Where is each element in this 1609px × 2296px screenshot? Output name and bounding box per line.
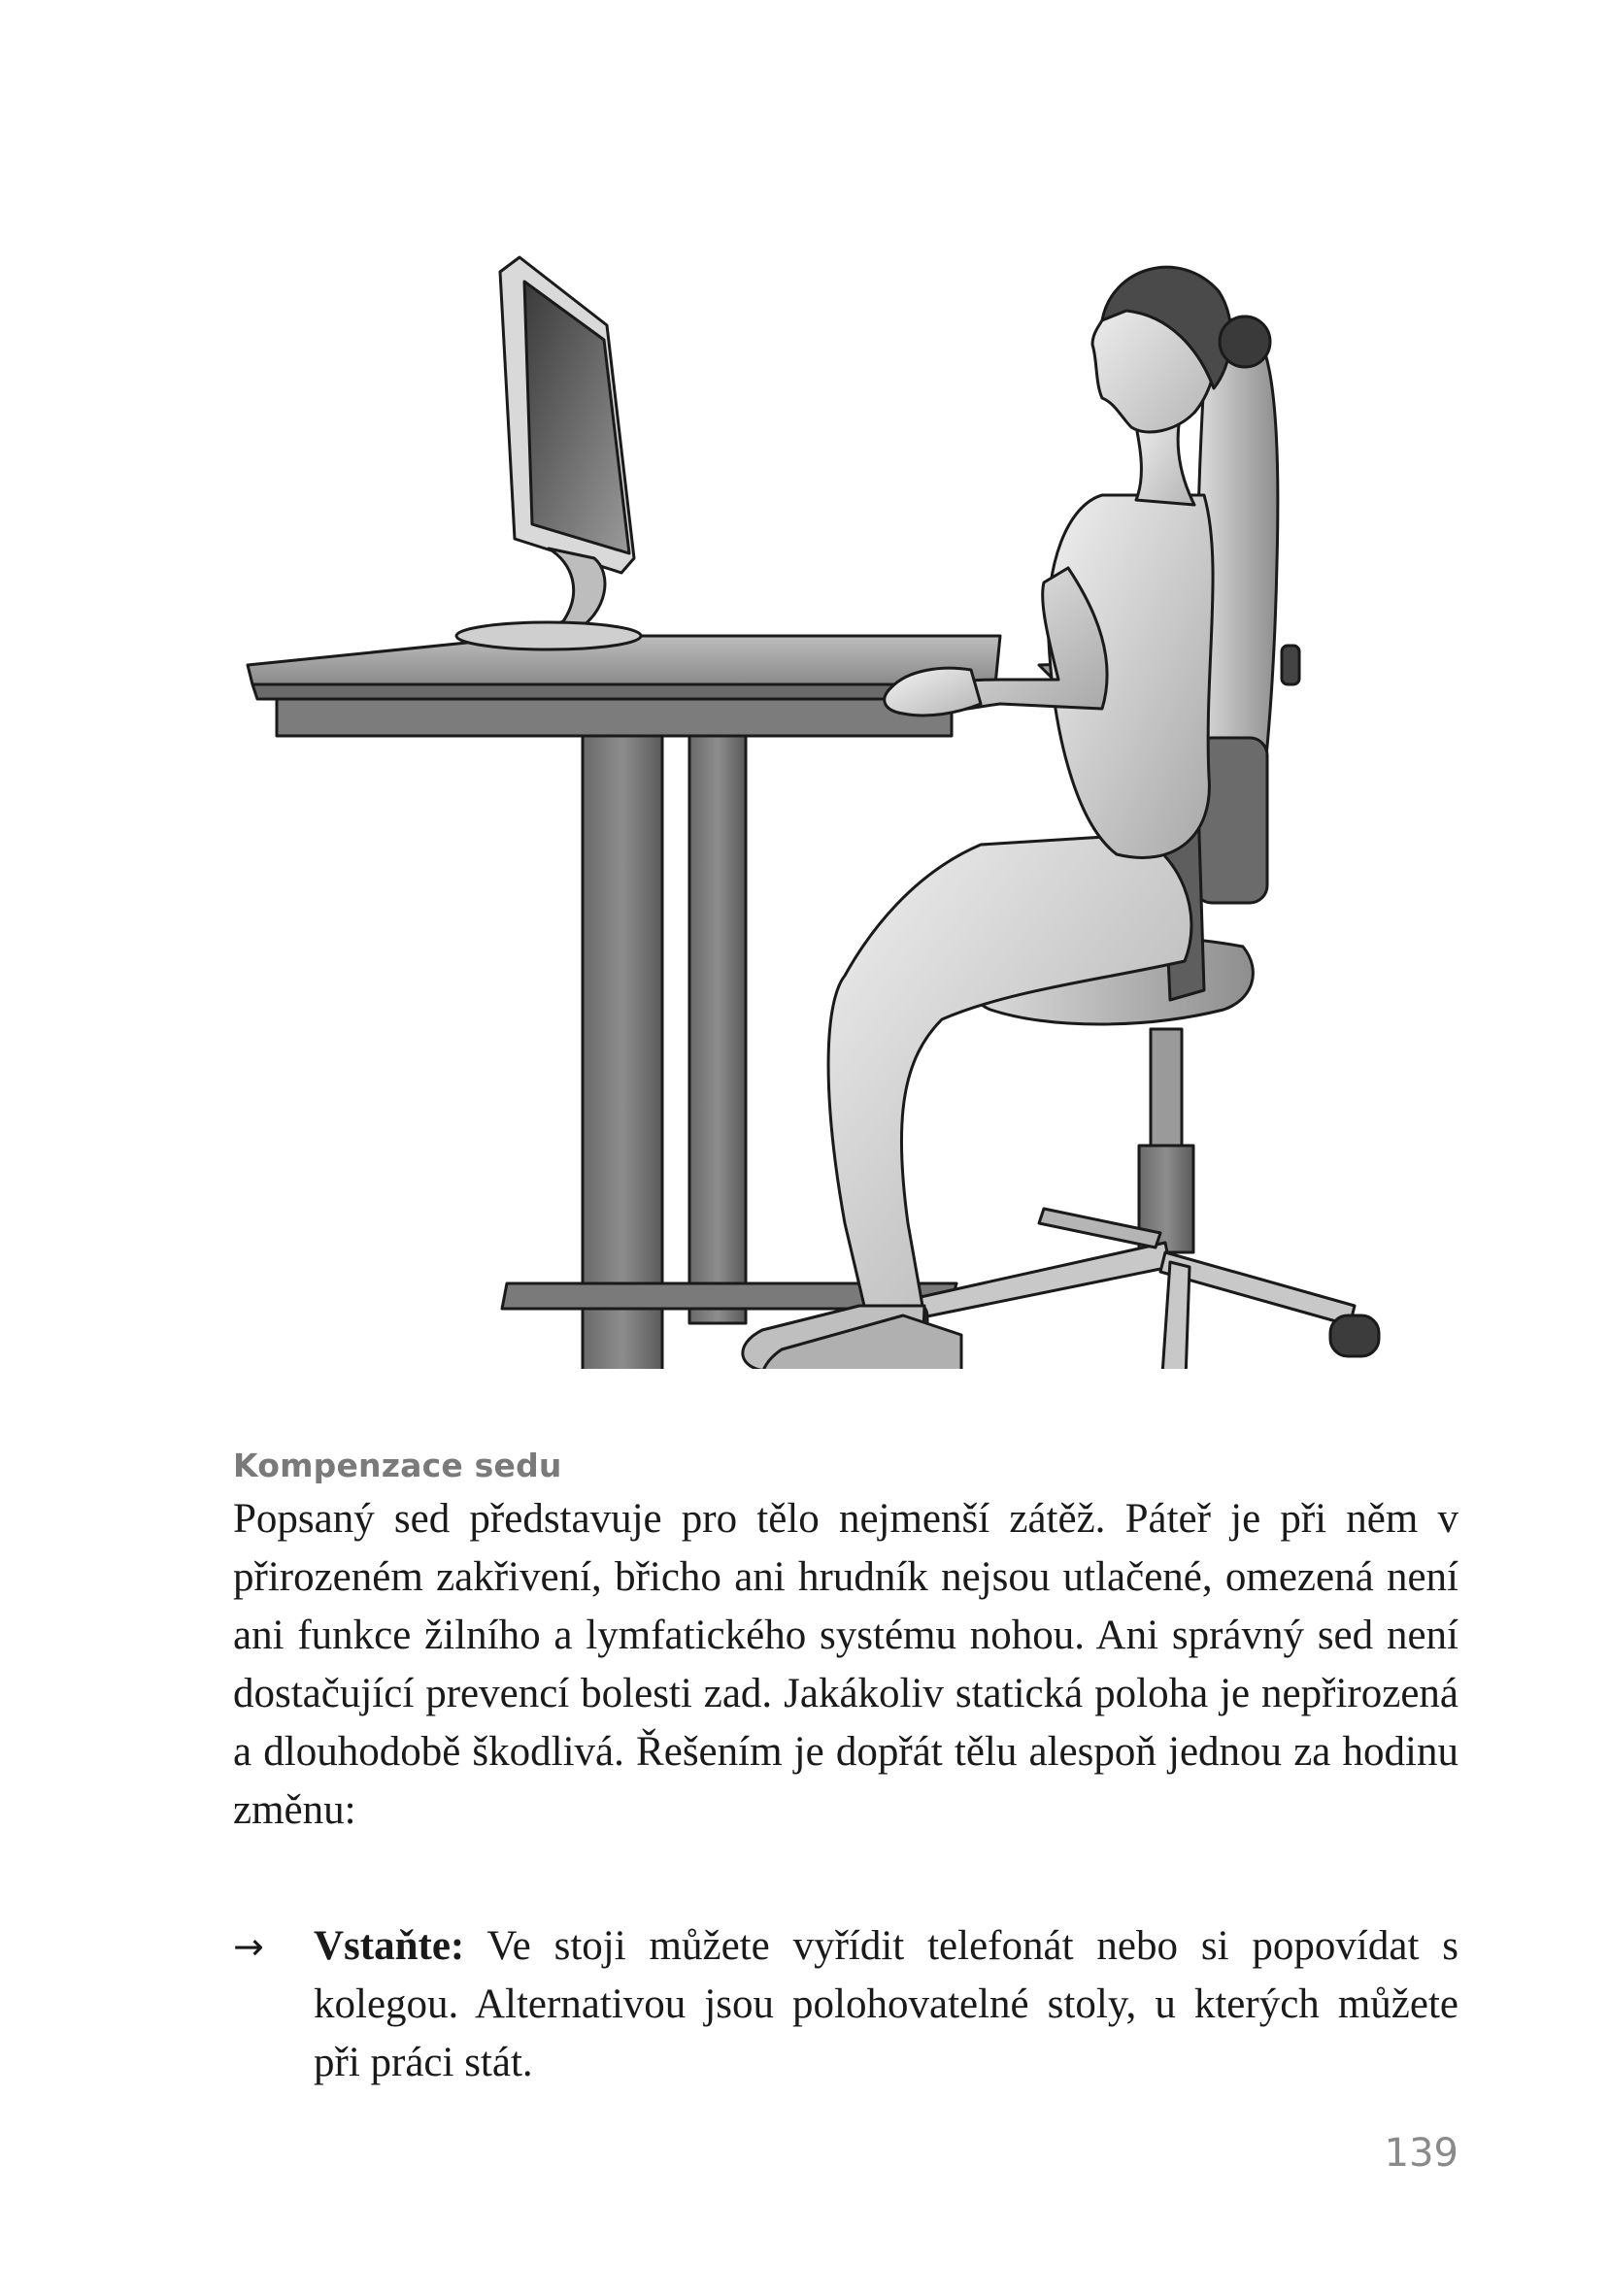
bullet-text bbox=[314, 1917, 1458, 2092]
bullet-description: Ve stoji můžete vyřídit telefonát nebo si popovídat s kolegou. Alternativou jsou polohovatelné stoly, u kterých můžete při práci stát. bbox=[314, 1923, 1458, 2085]
body-paragraph: Popsaný sed představuje pro tělo nejmenší zátěž. Páteř je při něm v přirozeném zakřivení, břicho ani hrudník nejsou utlačené, omezená není ani funkce žilního a lymfatického systému nohou. Ani správný sed není dostačující prevencí bolesti zad. Jakákoliv statická poloha je nepřirozená a dlouhodobě škodlivá. Řešením je dopřát tělu alespoň jednou za hodinu změnu: bbox=[233, 1496, 1458, 1833]
page-number: 139 bbox=[1384, 2131, 1458, 2176]
bullet-term: Vstaňte: bbox=[314, 1923, 465, 1969]
bullet-item-stand-up bbox=[233, 1917, 1458, 2092]
arrow-right-icon: → bbox=[233, 1925, 264, 1968]
monitor bbox=[456, 257, 641, 649]
section-heading: Kompenzace sedu bbox=[233, 1447, 562, 1484]
ergonomic-sitting-illustration bbox=[223, 155, 1466, 1369]
